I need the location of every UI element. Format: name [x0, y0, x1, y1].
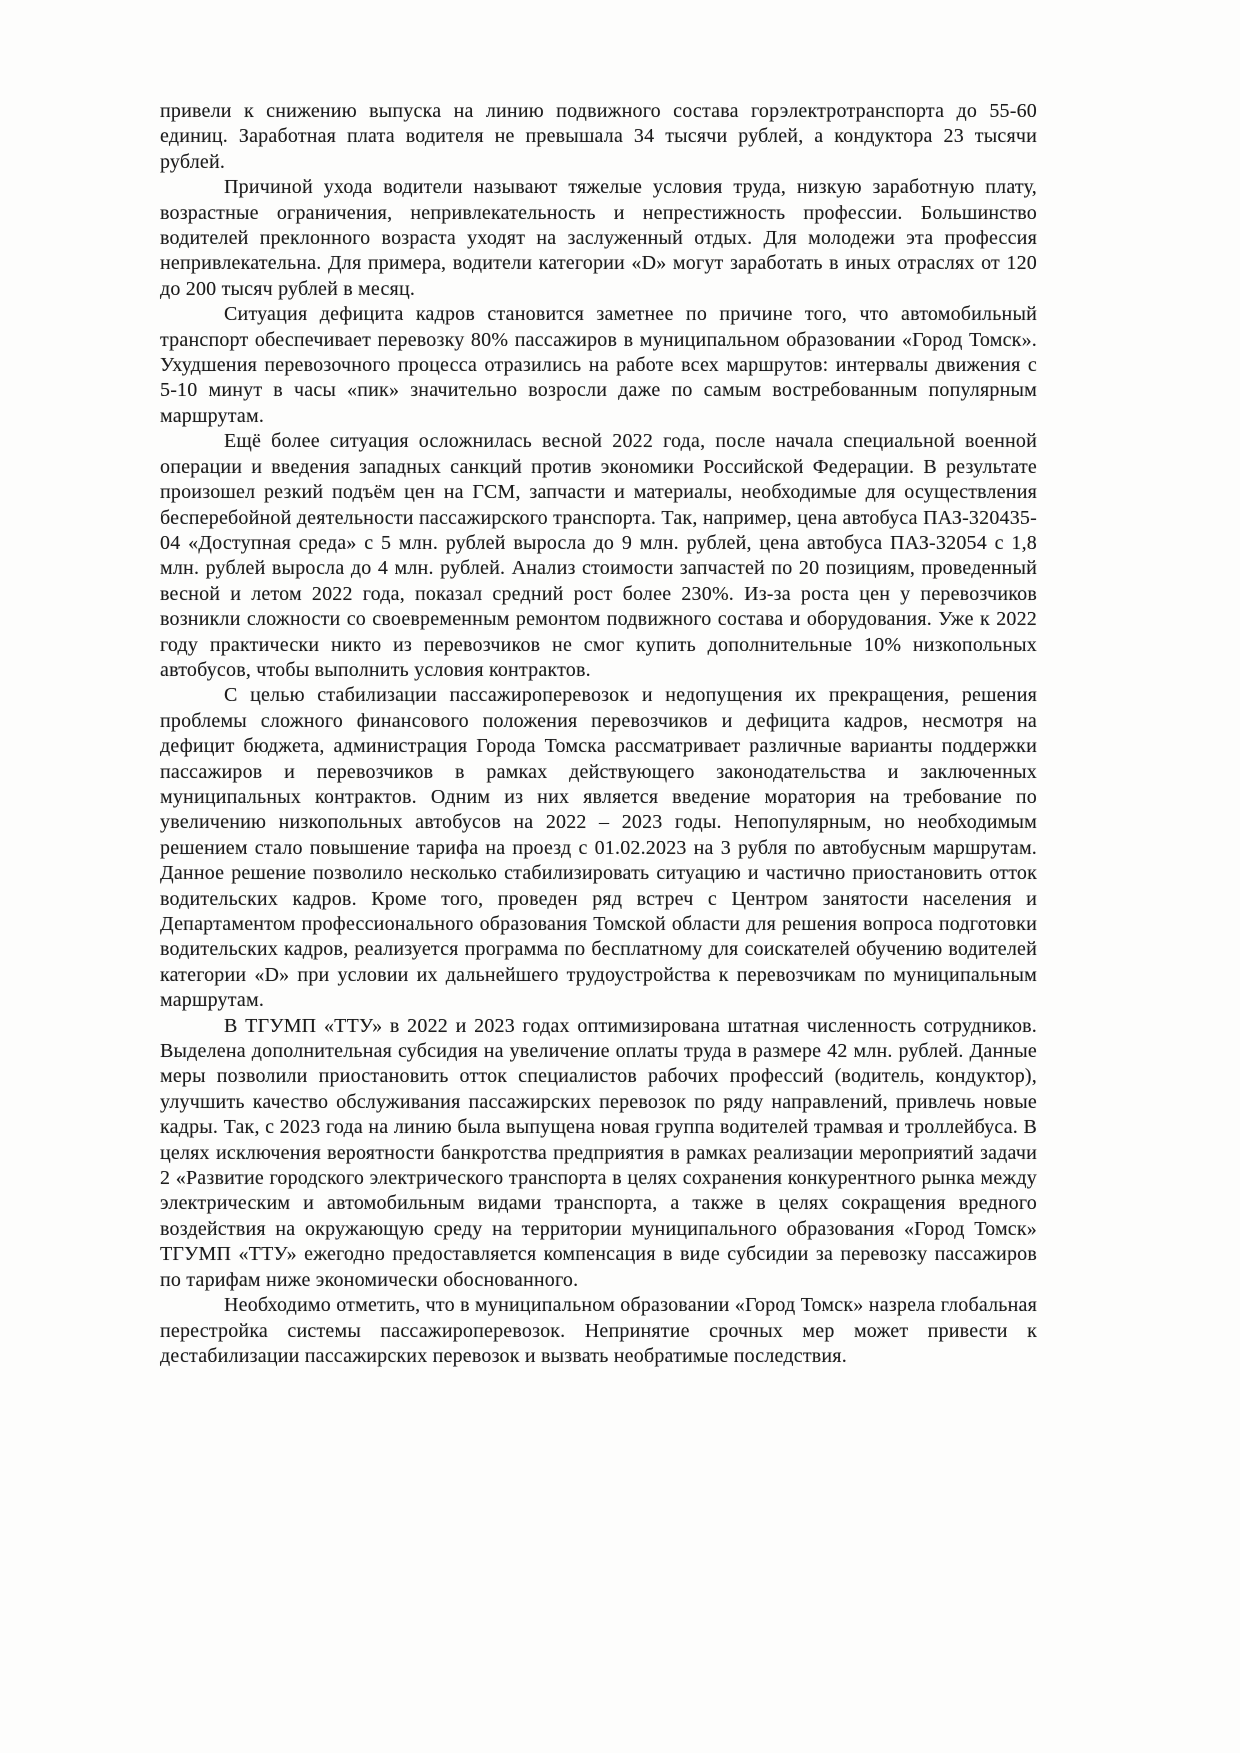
paragraph: Необходимо отметить, что в муниципальном образовании «Город Томск» назрела глобальная перестройка системы пассажироперевозок. Непринятие срочных мер может привести к дестабилизации пассажирских перевозок и вызвать необратимые последствия.: [160, 1294, 1037, 1367]
paragraph: Ситуация дефицита кадров становится заметнее по причине того, что автомобильный транспорт обеспечивает перевозку 80% пассажиров в муниципальном образовании «Город Томск». Ухудшения перевозочного процесса отразились на работе всех маршрутов: интервалы движения с 5-10 минут в часы «пик» значительно возросли даже по самым востребованным популярным маршрутам.: [160, 303, 1037, 427]
paragraph: Ещё более ситуация осложнилась весной 2022 года, после начала специальной военной операции и введения западных санкций против экономики Российской Федерации. В результате произошел резкий подъём цен на ГСМ, запчасти и материалы, необходимые для осуществления бесперебойной деятельности пассажирского транспорта. Так, например, цена автобуса ПАЗ-320435-04 «Доступная среда» с 5 млн. рублей выросла до 9 млн. рублей, цена автобуса ПАЗ-32054 с 1,8 млн. рублей выросла до 4 млн. рублей. Анализ стоимости запчастей по 20 позициям, проведенный весной и летом 2022 года, показал средний рост более 230%. Из-за роста цен у перевозчиков возникли сложности со своевременным ремонтом подвижного состава и оборудования. Уже к 2022 году практически никто из перевозчиков не смог купить дополнительные 10% низкопольных автобусов, чтобы выполнить условия контрактов.: [160, 430, 1037, 681]
paragraph: С целью стабилизации пассажироперевозок и недопущения их прекращения, решения проблемы сложного финансового положения перевозчиков и дефицита кадров, несмотря на дефицит бюджета, администрация Города Томска рассматривает различные варианты поддержки пассажиров и перевозчиков в рамках действующего законодательства и заключенных муниципальных контрактов. Одним из них является введение моратория на требование по увеличению низкопольных автобусов на 2022 – 2023 годы. Непопулярным, но необходимым решением стало повышение тарифа на проезд с 01.02.2023 на 3 рубля по автобусным маршрутам. Данное решение позволило несколько стабилизировать ситуацию и частично приостановить отток водительских кадров. Кроме того, проведен ряд встреч с Центром занятости населения и Департаментом профессионального образования Томской области для решения вопроса подготовки водительских кадров, реализуется программа по бесплатному для соискателей обучению водителей категории «D» при условии их дальнейшего трудоустройства к перевозчикам по муниципальным маршрутам.: [160, 684, 1037, 1012]
paragraph: Причиной ухода водители называют тяжелые условия труда, низкую заработную плату, возрастные ограничения, непривлекательность и непрестижность профессии. Большинство водителей преклонного возраста уходят на заслуженный отдых. Для молодежи эта профессия непривлекательна. Для примера, водители категории «D» могут заработать в иных отраслях от 120 до 200 тысяч рублей в месяц.: [160, 176, 1037, 300]
paragraph: привели к снижению выпуска на линию подвижного состава горэлектротранспорта до 55-60 единиц. Заработная плата водителя не превышала 34 тысячи рублей, а кондуктора 23 тысячи рублей.: [160, 100, 1037, 173]
paragraph: В ТГУМП «ТТУ» в 2022 и 2023 годах оптимизирована штатная численность сотрудников. Выделена дополнительная субсидия на увеличение оплаты труда в размере 42 млн. рублей. Данные меры позволили приостановить отток специалистов рабочих профессий (водитель, кондуктор), улучшить качество обслуживания пассажирских перевозок по ряду направлений, привлечь новые кадры. Так, с 2023 года на линию была выпущена новая группа водителей трамвая и троллейбуса. В целях исключения вероятности банкротства предприятия в рамках реализации мероприятий задачи 2 «Развитие городского электрического транспорта в целях сохранения конкурентного рынка между электрическим и автомобильным видами транспорта, а также в целях сокращения вредного воздействия на окружающую среду на территории муниципального образования «Город Томск» ТГУМП «ТТУ» ежегодно предоставляется компенсация в виде субсидии за перевозку пассажиров по тарифам ниже экономически обоснованного.: [160, 1014, 1037, 1291]
document-body: [160, 99, 1037, 1369]
